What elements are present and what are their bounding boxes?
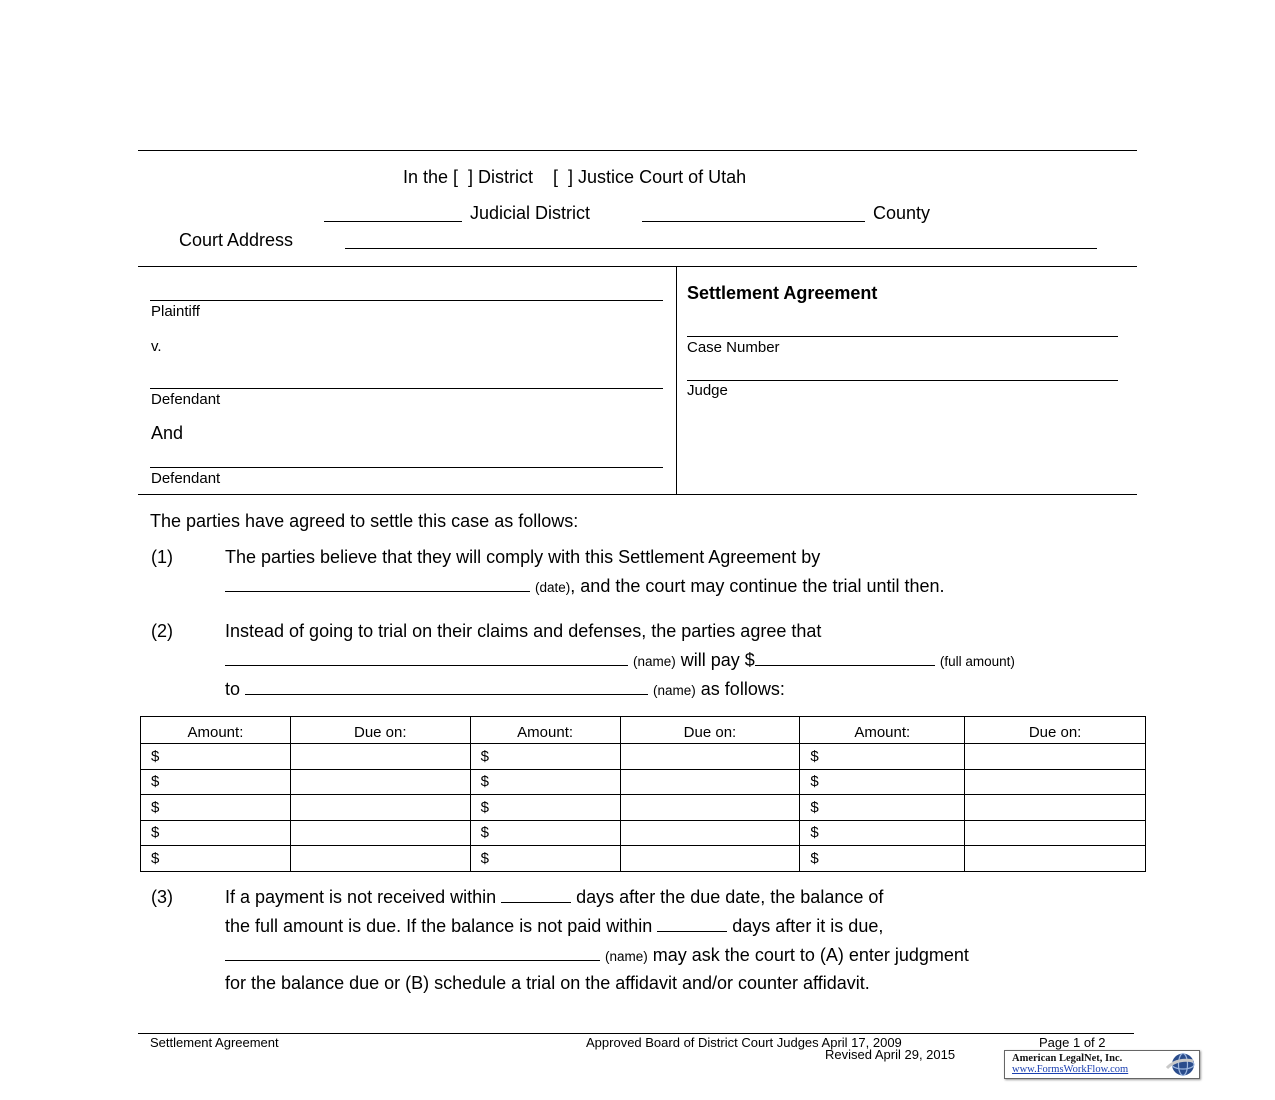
item2-follows: as follows:	[695, 679, 785, 699]
case-number-blank	[687, 336, 1118, 337]
item3-line2a: the full amount is due. If the balance is not paid within	[225, 916, 658, 936]
judicial-district-label: Judicial District	[470, 203, 591, 223]
item1-line2	[225, 576, 945, 597]
due-on-cell[interactable]	[290, 744, 470, 770]
item2-amount-blank	[755, 651, 935, 666]
amount-cell[interactable]: $	[470, 769, 620, 795]
amount-cell[interactable]: $	[800, 744, 965, 770]
payment-schedule-table	[140, 716, 1146, 872]
footer-rule	[138, 1033, 1134, 1034]
amount-cell[interactable]: $	[470, 846, 620, 872]
due-on-cell[interactable]	[965, 769, 1146, 795]
caption-bottom-rule	[138, 494, 1137, 495]
item3-line2	[225, 916, 883, 937]
amount-cell[interactable]: $	[800, 820, 965, 846]
item3-line3b: may ask the court to (A) enter judgment	[647, 945, 969, 965]
item1-date-blank	[225, 577, 530, 592]
amount-header: Amount:	[800, 717, 965, 744]
due-on-cell[interactable]	[620, 769, 800, 795]
due-on-cell[interactable]	[965, 795, 1146, 821]
table-row	[141, 769, 1146, 795]
due-on-cell[interactable]	[965, 820, 1146, 846]
item1-number: (1)	[151, 547, 173, 567]
item3-number: (3)	[151, 887, 173, 907]
item2-payee-blank	[245, 680, 648, 695]
item2-full-hint: (full amount)	[939, 654, 1015, 669]
footer-page: Page 1 of 2	[1039, 1035, 1106, 1050]
intro-text: The parties have agreed to settle this case as follows:	[150, 511, 579, 531]
amount-cell[interactable]: $	[141, 820, 291, 846]
amount-cell[interactable]: $	[800, 795, 965, 821]
case-number-label: Case Number	[687, 339, 780, 356]
item3-days-blank	[501, 888, 571, 903]
due-on-header: Due on:	[290, 717, 470, 744]
footer-revised: Revised April 29, 2015	[825, 1047, 956, 1062]
due-on-cell[interactable]	[290, 820, 470, 846]
caption-top-rule	[138, 266, 1137, 267]
table-row	[141, 795, 1146, 821]
item2-line2	[225, 650, 1015, 671]
item3-line1a: If a payment is not received within	[225, 887, 502, 907]
amount-header: Amount:	[141, 717, 291, 744]
due-on-cell[interactable]	[290, 769, 470, 795]
county-label: County	[873, 203, 931, 223]
item3-days2-blank	[657, 917, 727, 932]
and-label: And	[151, 423, 184, 443]
court-line: In the [ ] District [ ] Justice Court of Utah	[403, 167, 747, 187]
court-address-label: Court Address	[179, 230, 294, 250]
item1-date-hint: (date)	[535, 580, 571, 595]
forms-workflow-logo[interactable]	[1004, 1050, 1200, 1079]
item1-rest: , and the court may continue the trial until then.	[570, 576, 945, 596]
due-on-cell[interactable]	[965, 744, 1146, 770]
judicial-district-blank	[324, 221, 462, 222]
due-on-cell[interactable]	[620, 744, 800, 770]
item3-line3	[225, 945, 969, 966]
top-rule	[138, 150, 1137, 151]
due-on-cell[interactable]	[965, 846, 1146, 872]
item3-name-blank	[225, 946, 600, 961]
item3-name-hint: (name)	[605, 949, 648, 964]
due-on-cell[interactable]	[290, 846, 470, 872]
item2-line3	[225, 679, 785, 700]
item2-number: (2)	[151, 621, 173, 641]
amount-cell[interactable]: $	[800, 769, 965, 795]
defendant2-label: Defendant	[151, 470, 221, 487]
amount-cell[interactable]: $	[800, 846, 965, 872]
due-on-cell[interactable]	[620, 795, 800, 821]
defendant2-blank	[150, 467, 663, 468]
logo-company: American LegalNet, Inc.	[1012, 1053, 1123, 1064]
item3-line4: for the balance due or (B) schedule a trial on the affidavit and/or counter affidavit.	[225, 973, 870, 993]
item2-to: to	[225, 679, 246, 699]
globe-icon	[1163, 1052, 1197, 1077]
amount-cell[interactable]: $	[470, 744, 620, 770]
amount-cell[interactable]: $	[470, 820, 620, 846]
due-on-cell[interactable]	[290, 795, 470, 821]
footer-approved: Approved Board of District Court Judges April 17, 2009	[586, 1035, 902, 1050]
amount-cell[interactable]: $	[141, 846, 291, 872]
table-row	[141, 820, 1146, 846]
item2-name-hint: (name)	[633, 654, 676, 669]
amount-cell[interactable]: $	[141, 769, 291, 795]
due-on-cell[interactable]	[620, 846, 800, 872]
defendant1-label: Defendant	[151, 391, 221, 408]
item2-willpay: will pay $	[675, 650, 755, 670]
logo-url[interactable]: www.FormsWorkFlow.com	[1012, 1064, 1129, 1075]
defendant1-blank	[150, 388, 663, 389]
plaintiff-label: Plaintiff	[151, 303, 200, 320]
due-on-header: Due on:	[620, 717, 800, 744]
amount-cell[interactable]: $	[141, 795, 291, 821]
caption-divider	[676, 266, 677, 494]
item1-line1: The parties believe that they will comply with this Settlement Agreement by	[225, 547, 821, 567]
versus-label: v.	[151, 338, 162, 355]
item2-line1: Instead of going to trial on their claims and defenses, the parties agree that	[225, 621, 822, 641]
document-title: Settlement Agreement	[687, 283, 878, 303]
judge-label: Judge	[687, 382, 728, 399]
table-row	[141, 744, 1146, 770]
plaintiff-blank	[150, 300, 663, 301]
amount-header: Amount:	[470, 717, 620, 744]
due-on-header: Due on:	[965, 717, 1146, 744]
judge-blank	[687, 380, 1118, 381]
item3-line1	[225, 887, 883, 908]
table-row	[141, 846, 1146, 872]
court-address-blank	[345, 248, 1097, 249]
item2-payer-blank	[225, 651, 628, 666]
amount-cell[interactable]: $	[141, 744, 291, 770]
footer-form-name: Settlement Agreement	[150, 1035, 279, 1050]
item3-line1b: days after the due date, the balance of	[571, 887, 884, 907]
item3-line2b: days after it is due,	[727, 916, 884, 936]
county-blank	[642, 221, 865, 222]
table-header-row	[141, 717, 1146, 744]
amount-cell[interactable]: $	[470, 795, 620, 821]
item2-name2-hint: (name)	[653, 683, 696, 698]
due-on-cell[interactable]	[620, 820, 800, 846]
